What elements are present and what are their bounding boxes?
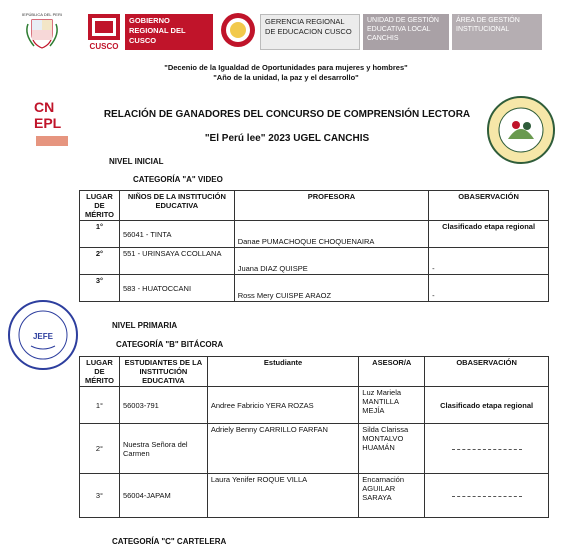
estudiante-cell: Andree Fabricio YERA ROZAS: [207, 387, 358, 424]
observacion-cell: -: [429, 275, 549, 302]
svg-text:EPL: EPL: [34, 115, 62, 131]
observacion-cell: [425, 474, 549, 518]
profesora-cell: Danae PUMACHOQUE CHOQUENAIRA: [234, 221, 428, 248]
gerencia-box: [260, 14, 360, 50]
ugel-text: UNIDAD DE GESTIÓN EDUCATIVA LOCAL CANCHIS: [367, 17, 439, 42]
area-text: ÁREA DE GESTIÓN INSTITUCIONAL: [456, 17, 520, 33]
profesora-cell: Ross Mery CUISPE ARAOZ: [234, 275, 428, 302]
svg-text:CN: CN: [34, 99, 55, 115]
cusco-wordmark: CUSCO: [89, 42, 119, 51]
institucion-cell: 56041 - TINTA: [119, 221, 234, 248]
header-observacion: OBASERVACIÓN: [429, 191, 549, 221]
institucion-cell: 56004-JAPAM: [119, 474, 207, 518]
institucion-cell: 583 - HUATOCCANI: [119, 275, 234, 302]
header-profesora: PROFESORA: [234, 191, 428, 221]
categoria-b-label: CATEGORÍA "B" BITÁCORA: [116, 340, 224, 349]
nivel-primaria-label: NIVEL PRIMARIA: [112, 321, 178, 330]
gerencia-text: GERENCIA REGIONAL DE EDUCACION CUSCO: [265, 17, 352, 36]
institucion-cell: Nuestra Señora del Carmen: [119, 424, 207, 474]
ugel-canchis-seal: [486, 95, 556, 165]
gobierno-regional-box: [125, 14, 213, 50]
institucion-cell: 56003-791: [119, 387, 207, 424]
observacion-cell: [425, 424, 549, 474]
categoria-c-label: CATEGORÍA "C" CARTELERA: [112, 537, 227, 546]
nivel-inicial-label: NIVEL INICIAL: [109, 157, 164, 166]
primaria-winners-table: [79, 356, 549, 518]
institucion-cell: 551 - URINSAYA CCOLLANA: [119, 248, 234, 275]
observacion-cell: Clasificado etapa regional: [425, 387, 549, 424]
asesor-cell: Encarnación AGUILAR SARAYA: [359, 474, 425, 518]
ugel-director-stamp: [6, 298, 80, 372]
lugar-cell: 1°: [80, 387, 120, 424]
gerencia-seal-logo: [220, 12, 256, 48]
header-lugar: LUGAR DE MÉRITO: [80, 191, 120, 221]
table-row: [80, 387, 549, 424]
area-box: [452, 14, 542, 50]
table-header-row: [80, 191, 549, 221]
header-lugar: LUGAR DE MÉRITO: [80, 357, 120, 387]
document-title: RELACIÓN DE GANADORES DEL CONCURSO DE COMPRENSIÓN LECTORA: [103, 109, 471, 120]
ugel-box: [363, 14, 449, 50]
profesora-cell: Juana DIAZ QUISPE: [234, 248, 428, 275]
inicial-winners-table: [79, 190, 549, 302]
table-row: [80, 474, 549, 518]
blank-line: [452, 495, 522, 497]
categoria-a-label: CATEGORÍA "A" VIDEO: [133, 175, 223, 184]
document-subtitle: "El Perú lee" 2023 UGEL CANCHIS: [204, 133, 370, 144]
svg-text:REPÚBLICA DEL PERÚ: REPÚBLICA DEL PERÚ: [22, 12, 62, 17]
asesor-cell: Silda Clarissa MONTALVO HUAMÁN: [359, 424, 425, 474]
header-institucion: ESTUDIANTES DE LA INSTITUCIÓN EDUCATIVA: [119, 357, 207, 387]
estudiante-cell: Adriely Benny CARRILLO FARFAN: [207, 424, 358, 474]
lugar-cell: 2°: [80, 248, 120, 275]
gobierno-regional-logo: [84, 12, 124, 52]
table-row: [80, 424, 549, 474]
observacion-cell: Clasificado etapa regional: [429, 221, 549, 248]
asesor-cell: Luz Mariela MANTILLA MEJÍA: [359, 387, 425, 424]
blank-line: [452, 448, 522, 450]
observacion-cell: -: [429, 248, 549, 275]
table-row: [80, 221, 549, 248]
peru-coat-of-arms-logo: [22, 10, 62, 54]
svg-text:JEFE: JEFE: [32, 332, 54, 341]
motto-line-2: "Año de la unidad, la paz y el desarrollo": [213, 73, 359, 82]
lugar-cell: 2°: [80, 424, 120, 474]
table-row: [80, 275, 549, 302]
header-asesor: ASESOR/A: [359, 357, 425, 387]
cnepl-logo: [30, 98, 74, 154]
lugar-cell: 3°: [80, 275, 120, 302]
motto-line-1: "Decenio de la Igualdad de Oportunidades para mujeres y hombres": [164, 63, 408, 72]
header-institucion: NIÑOS DE LA INSTITUCIÓN EDUCATIVA: [119, 191, 234, 221]
estudiante-cell: Laura Yenifer ROQUE VILLA: [207, 474, 358, 518]
header-estudiante: Estudiante: [207, 357, 358, 387]
gobierno-regional-text: GOBIERNO REGIONAL DEL CUSCO: [129, 16, 186, 45]
table-header-row: [80, 357, 549, 387]
lugar-cell: 3°: [80, 474, 120, 518]
lugar-cell: 1°: [80, 221, 120, 248]
header-observacion: OBASERVACIÓN: [425, 357, 549, 387]
table-row: [80, 248, 549, 275]
